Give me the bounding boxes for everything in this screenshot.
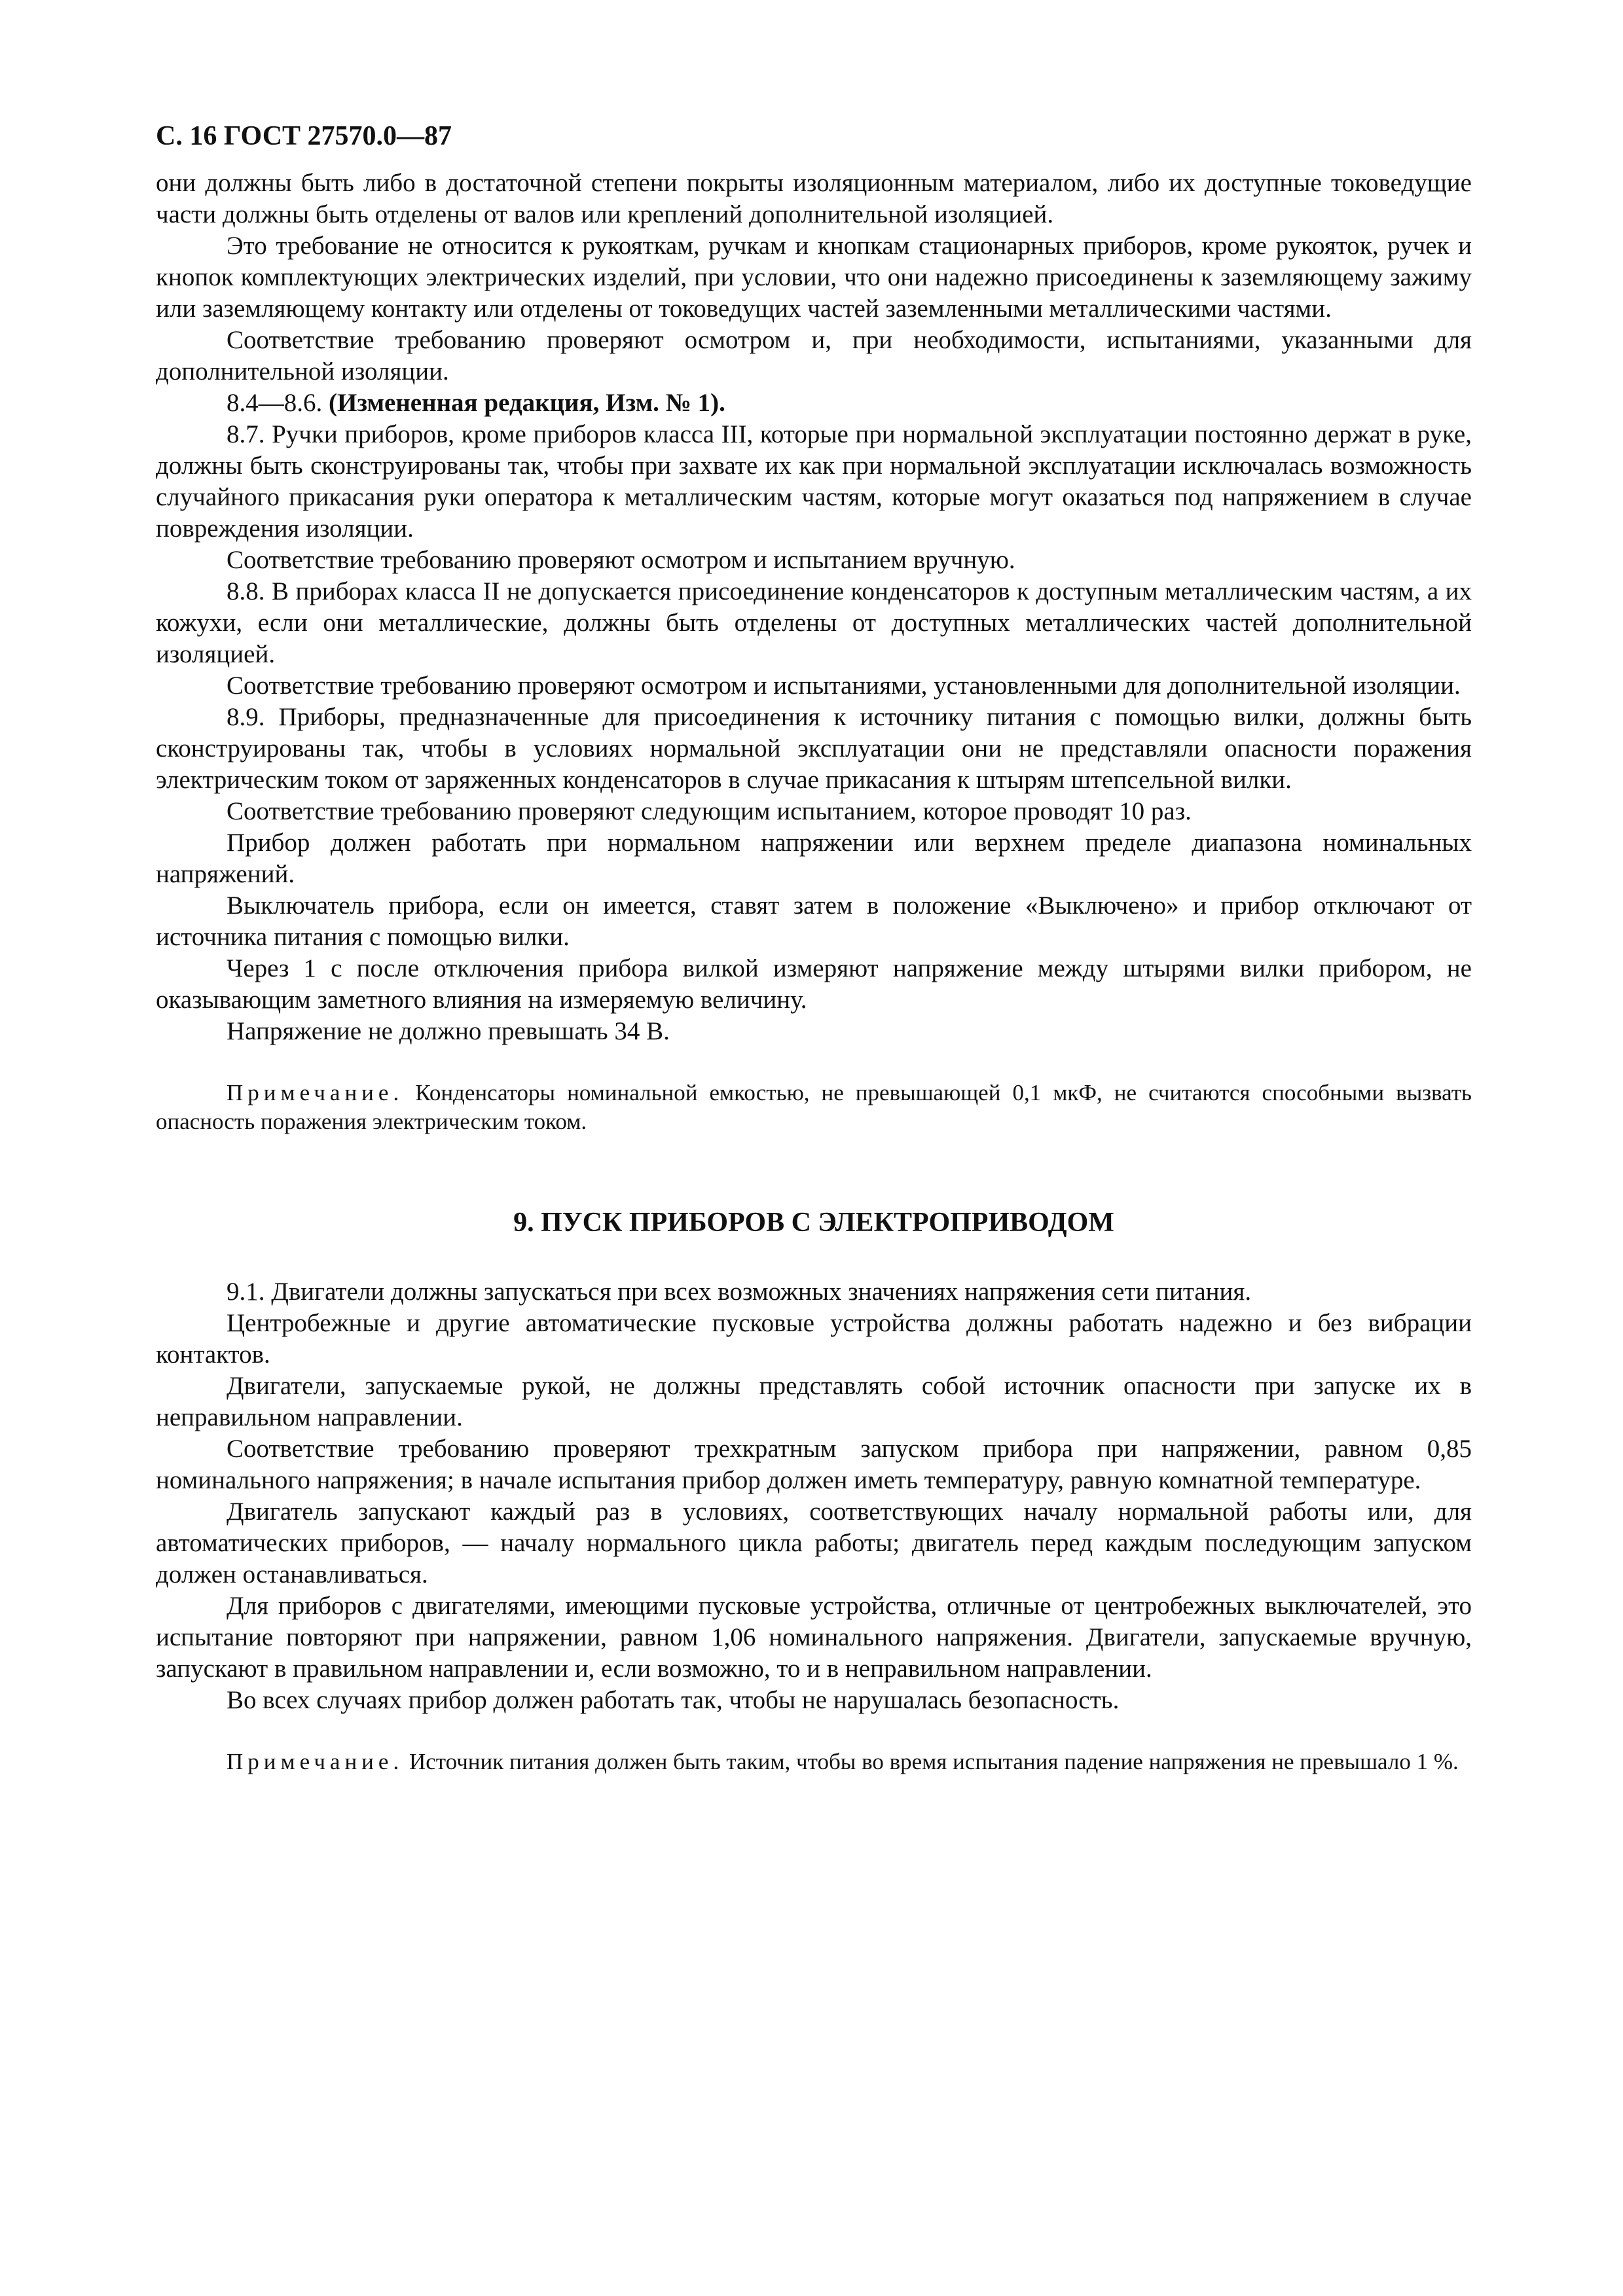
paragraph: Через 1 с после отключения прибора вилкой измеряют напряжение между штырями вилки прибором, не оказывающим заметного влияния на измеряемую величину. bbox=[156, 954, 1472, 1014]
note-text: Источник питания должен быть таким, чтобы во время испытания падение напряжения не превышало 1 %. bbox=[403, 1749, 1459, 1774]
section-heading: 9. ПУСК ПРИБОРОВ С ЭЛЕКТРОПРИВОДОМ bbox=[513, 1208, 1114, 1238]
paragraph: Во всех случаях прибор должен работать так, чтобы не нарушалась безопасность. bbox=[227, 1686, 1120, 1714]
paragraph: 8.9. Приборы, предназначенные для присоединения к источнику питания с помощью вилки, должны быть сконструированы так, чтобы в условиях нормальной эксплуатации они не представляли опасности поражения электрическим током от заряженных конденсаторов в случае прикасания к штырям штепсельной вилки. bbox=[156, 703, 1472, 794]
note-text: Конденсаторы номинальной емкостью, не превышающей 0,1 мкФ, не считаются способными вызвать опасность поражения электрическим током. bbox=[156, 1080, 1472, 1134]
paragraph: Для приборов с двигателями, имеющими пусковые устройства, отличные от центробежных выключателей, это испытание повторяют при напряжении, равном 1,06 номинального напряжения. Двигатели, запускаемые вручную, запускают в правильном направлении и, если возможно, то и в неправильном направлении. bbox=[156, 1592, 1472, 1683]
paragraph: Соответствие требованию проверяют осмотром и испытанием вручную. bbox=[227, 546, 1015, 574]
paragraph: они должны быть либо в достаточной степени покрыты изоляционным материалом, либо их доступные токоведущие части должны быть отделены от валов или креплений дополнительной изоляцией. bbox=[156, 169, 1472, 228]
amendment-note: (Измененная редакция, Изм. № 1). bbox=[329, 389, 725, 417]
note-label: Примечание. bbox=[227, 1080, 404, 1105]
paragraph: 8.8. В приборах класса II не допускается присоединение конденсаторов к доступным металлическим частям, а их кожухи, если они металлические, должны быть отделены от доступных металлических частей дополнительной изоляцией. bbox=[156, 577, 1472, 668]
note bbox=[156, 1748, 1472, 1776]
paragraph: Напряжение не должно превышать 34 В. bbox=[227, 1017, 670, 1045]
clause-number: 8.4—8.6. bbox=[227, 389, 329, 417]
paragraph: Выключатель прибора, если он имеется, ставят затем в положение «Выключено» и прибор отключают от источника питания с помощью вилки. bbox=[156, 891, 1472, 951]
paragraph: Соответствие требованию проверяют следующим испытанием, которое проводят 10 раз. bbox=[227, 797, 1192, 825]
paragraph: Соответствие требованию проверяют осмотром и испытаниями, установленными для дополнительной изоляции. bbox=[227, 672, 1461, 700]
note bbox=[156, 1079, 1472, 1136]
paragraph: 8.7. Ручки приборов, кроме приборов класса III, которые при нормальной эксплуатации постоянно держат в руке, должны быть сконструированы так, чтобы при захвате их как при нормальной эксплуатации исключалась возможность случайного прикасания руки оператора к металлическим частям, которые могут оказаться под напряжением в случае повреждения изоляции. bbox=[156, 420, 1472, 543]
paragraph: Это требование не относится к рукояткам, ручкам и кнопкам стационарных приборов, кроме рукояток, ручек и кнопок комплектующих электрических изделий, при условии, что они надежно присоединены к заземляющему зажиму или заземляющему контакту или отделены от токоведущих частей заземленными металлическими частями. bbox=[156, 232, 1472, 323]
paragraph: Прибор должен работать при нормальном напряжении или верхнем пределе диапазона номинальных напряжений. bbox=[156, 829, 1472, 888]
note-label: Примечание. bbox=[227, 1749, 404, 1774]
page-header: С. 16 ГОСТ 27570.0—87 bbox=[156, 121, 452, 151]
paragraph: Центробежные и другие автоматические пусковые устройства должны работать надежно и без вибрации контактов. bbox=[156, 1309, 1472, 1369]
paragraph: Соответствие требованию проверяют осмотром и, при необходимости, испытаниями, указанными для дополнительной изоляции. bbox=[156, 326, 1472, 386]
paragraph: Двигатели, запускаемые рукой, не должны представлять собой источник опасности при запуске их в неправильном направлении. bbox=[156, 1372, 1472, 1431]
paragraph: 9.1. Двигатели должны запускаться при всех возможных значениях напряжения сети питания. bbox=[227, 1278, 1252, 1306]
paragraph: Соответствие требованию проверяют трехкратным запуском прибора при напряжении, равном 0,85 номинального напряжения; в начале испытания прибор должен иметь температуру, равную комнатной температуре. bbox=[156, 1435, 1472, 1494]
document-page bbox=[156, 118, 1472, 1776]
paragraph-amendment bbox=[156, 387, 1472, 419]
paragraph: Двигатель запускают каждый раз в условиях, соответствующих началу нормальной работы или, для автоматических приборов, — началу нормального цикла работы; двигатель перед каждым последующим запуском должен останавливаться. bbox=[156, 1498, 1472, 1588]
